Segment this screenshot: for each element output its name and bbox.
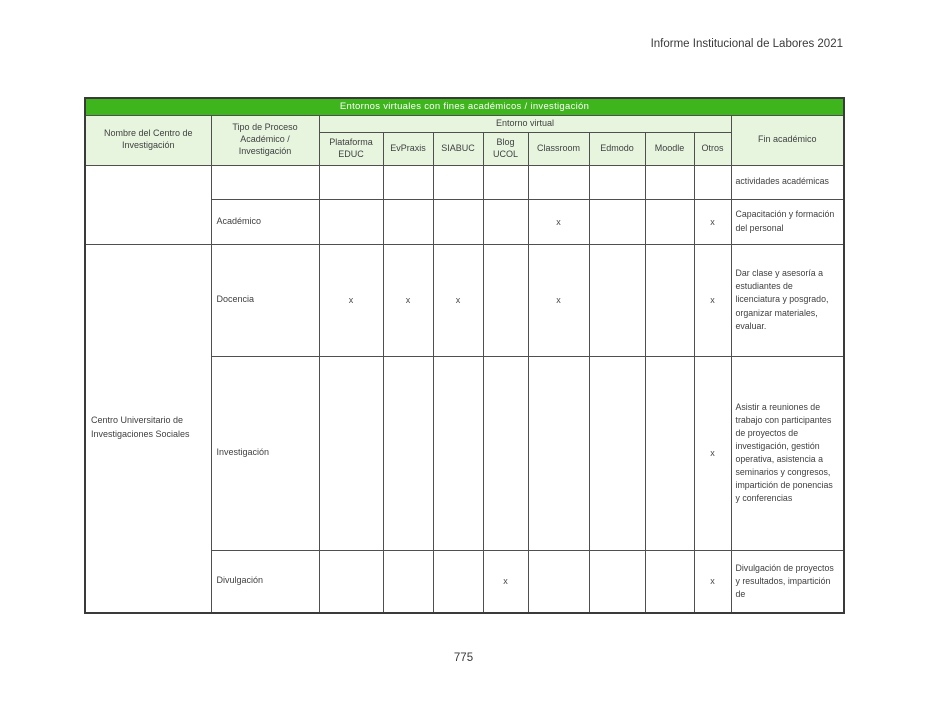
mark-cell	[319, 550, 383, 613]
mark-cell	[433, 199, 483, 244]
mark-cell	[528, 356, 589, 550]
table-container	[84, 97, 845, 614]
mark-cell	[645, 165, 694, 199]
mark-cell	[483, 199, 528, 244]
mark-cell	[589, 199, 645, 244]
mark-cell	[383, 550, 433, 613]
mark-cell	[589, 244, 645, 356]
tipo-cell: Académico	[211, 199, 319, 244]
mark-cell: x	[694, 356, 731, 550]
table-row	[85, 244, 844, 356]
mark-cell	[645, 550, 694, 613]
table-title: Entornos virtuales con fines académicos / investigación	[85, 98, 844, 115]
centro-cell: Centro Universitario de Investigaciones Sociales	[85, 244, 211, 613]
fin-academico-cell: actividades académicas	[731, 165, 844, 199]
col-header-otros: Otros	[694, 132, 731, 165]
tipo-cell: Divulgación	[211, 550, 319, 613]
col-header-plataforma-educ: Plataforma EDUC	[319, 132, 383, 165]
mark-cell	[433, 550, 483, 613]
entornos-virtuales-table	[84, 97, 845, 614]
fin-academico-cell: Divulgación de proyectos y resultados, impartición de	[731, 550, 844, 613]
document-header: Informe Institucional de Labores 2021	[650, 38, 843, 50]
mark-cell	[383, 165, 433, 199]
mark-cell	[483, 165, 528, 199]
col-header-classroom: Classroom	[528, 132, 589, 165]
mark-cell: x	[694, 199, 731, 244]
col-header-edmodo: Edmodo	[589, 132, 645, 165]
mark-cell	[694, 165, 731, 199]
col-header-tipo-proceso: Tipo de Proceso Académico / Investigación	[211, 115, 319, 165]
page-number: 775	[453, 652, 474, 664]
mark-cell	[528, 165, 589, 199]
mark-cell: x	[528, 199, 589, 244]
centro-cell	[85, 165, 211, 244]
fin-academico-cell: Capacitación y formación del personal	[731, 199, 844, 244]
col-header-siabuc: SIABUC	[433, 132, 483, 165]
tipo-cell	[211, 165, 319, 199]
mark-cell	[383, 356, 433, 550]
col-header-moodle: Moodle	[645, 132, 694, 165]
mark-cell	[319, 199, 383, 244]
mark-cell	[483, 244, 528, 356]
mark-cell: x	[383, 244, 433, 356]
mark-cell: x	[528, 244, 589, 356]
mark-cell	[645, 199, 694, 244]
fin-academico-cell: Dar clase y asesoría a estudiantes de licenciatura y posgrado, organizar materiales, evaluar.	[731, 244, 844, 356]
col-header-centro: Nombre del Centro de Investigación	[85, 115, 211, 165]
mark-cell	[483, 356, 528, 550]
mark-cell	[589, 165, 645, 199]
fin-academico-cell: Asistir a reuniones de trabajo con participantes de proyectos de investigación, gestión operativa, asistencia a seminarios y congresos, impartición de ponencias y conferencias	[731, 356, 844, 550]
col-header-evpraxis: EvPraxis	[383, 132, 433, 165]
mark-cell: x	[319, 244, 383, 356]
mark-cell: x	[694, 550, 731, 613]
mark-cell	[589, 550, 645, 613]
mark-cell	[645, 244, 694, 356]
mark-cell: x	[433, 244, 483, 356]
mark-cell	[433, 356, 483, 550]
mark-cell	[645, 356, 694, 550]
mark-cell: x	[483, 550, 528, 613]
tipo-cell: Investigación	[211, 356, 319, 550]
mark-cell	[528, 550, 589, 613]
mark-cell	[319, 356, 383, 550]
table-row	[85, 165, 844, 199]
mark-cell	[319, 165, 383, 199]
mark-cell	[433, 165, 483, 199]
col-header-blog-ucol: Blog UCOL	[483, 132, 528, 165]
mark-cell: x	[694, 244, 731, 356]
col-header-fin-academico: Fin académico	[731, 115, 844, 165]
col-header-entorno-virtual: Entorno virtual	[319, 115, 731, 132]
tipo-cell: Docencia	[211, 244, 319, 356]
mark-cell	[589, 356, 645, 550]
mark-cell	[383, 199, 433, 244]
